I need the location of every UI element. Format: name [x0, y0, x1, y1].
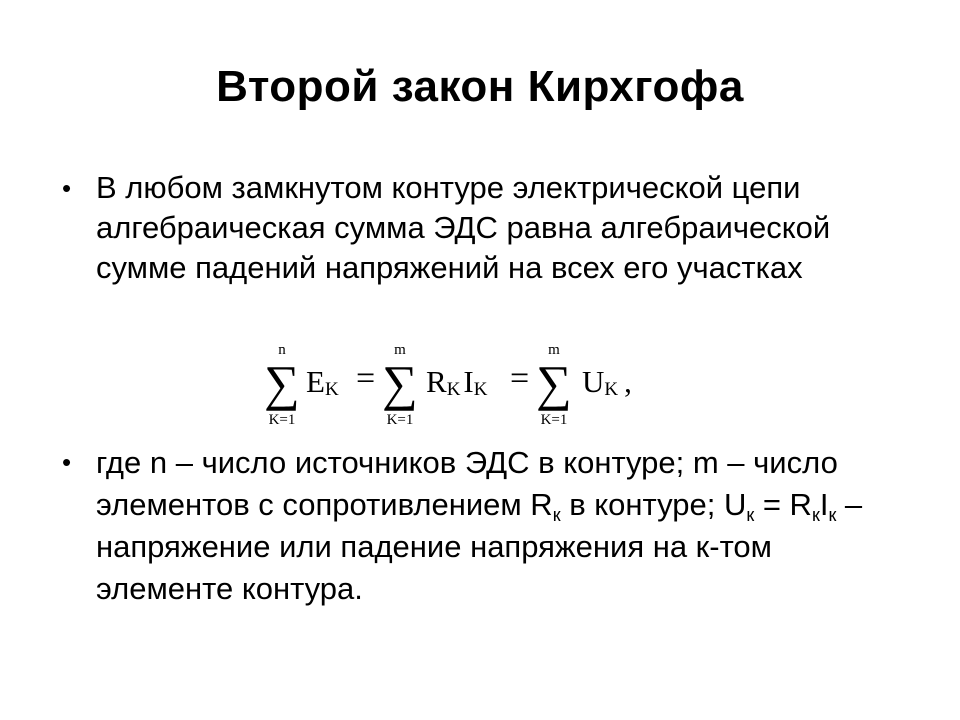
sum2-lower-limit: K=1 — [386, 412, 414, 428]
notation-text-part: в контуре; U — [560, 487, 747, 522]
kirchhoff-formula — [256, 338, 656, 434]
i-subscript: K — [473, 379, 488, 400]
term-ri — [426, 365, 487, 407]
bullet-marker: • — [62, 447, 72, 477]
sum1-sigma: ∑ — [264, 355, 300, 411]
sum2-upper-limit: m — [394, 342, 406, 358]
sum3-upper-limit: m — [548, 342, 560, 358]
r-symbol: R — [426, 364, 447, 399]
u-subscript: K — [604, 379, 619, 400]
i-symbol: I — [463, 364, 474, 399]
notation-text-part: = R — [754, 487, 812, 522]
bullet-definition — [62, 168, 882, 288]
bullet-notation — [62, 442, 882, 610]
equals-sign-1: = — [356, 360, 376, 397]
sum1-lower-limit: K=1 — [268, 412, 296, 428]
sum3-sigma: ∑ — [536, 355, 572, 411]
subscript-k: к — [746, 505, 755, 525]
bullet-marker: • — [62, 173, 72, 203]
bullet-notation-text — [96, 442, 882, 610]
bullet-definition-text: В любом замкнутом контуре электрической цепи алгебраическая сумма ЭДС равна алгебраической сумме падений напряжений на всех его участках — [96, 170, 831, 285]
subscript-k: к — [828, 505, 837, 525]
notation-text-part: I — [819, 487, 829, 522]
sum2-sigma: ∑ — [382, 355, 418, 411]
term-u — [582, 365, 632, 407]
subscript-k: к — [811, 505, 820, 525]
formula-comma: , — [624, 364, 632, 399]
sum1-upper-limit: n — [278, 342, 286, 358]
subscript-k: к — [552, 505, 561, 525]
r-subscript: K — [446, 379, 461, 400]
e-symbol: E — [306, 364, 325, 399]
u-symbol: U — [582, 364, 605, 399]
equals-sign-2: = — [510, 360, 530, 397]
term-e — [306, 365, 339, 407]
e-subscript: K — [324, 379, 339, 400]
slide-title: Второй закон Кирхгофа — [216, 62, 744, 111]
notation-text-part: – напряжение или падение напряжения на к-том элементе контура. — [96, 487, 863, 606]
notation-text-part: где n – число источников ЭДС в контуре; m – число элементов с сопротивлением R — [96, 445, 838, 522]
sum3-lower-limit: K=1 — [540, 412, 568, 428]
